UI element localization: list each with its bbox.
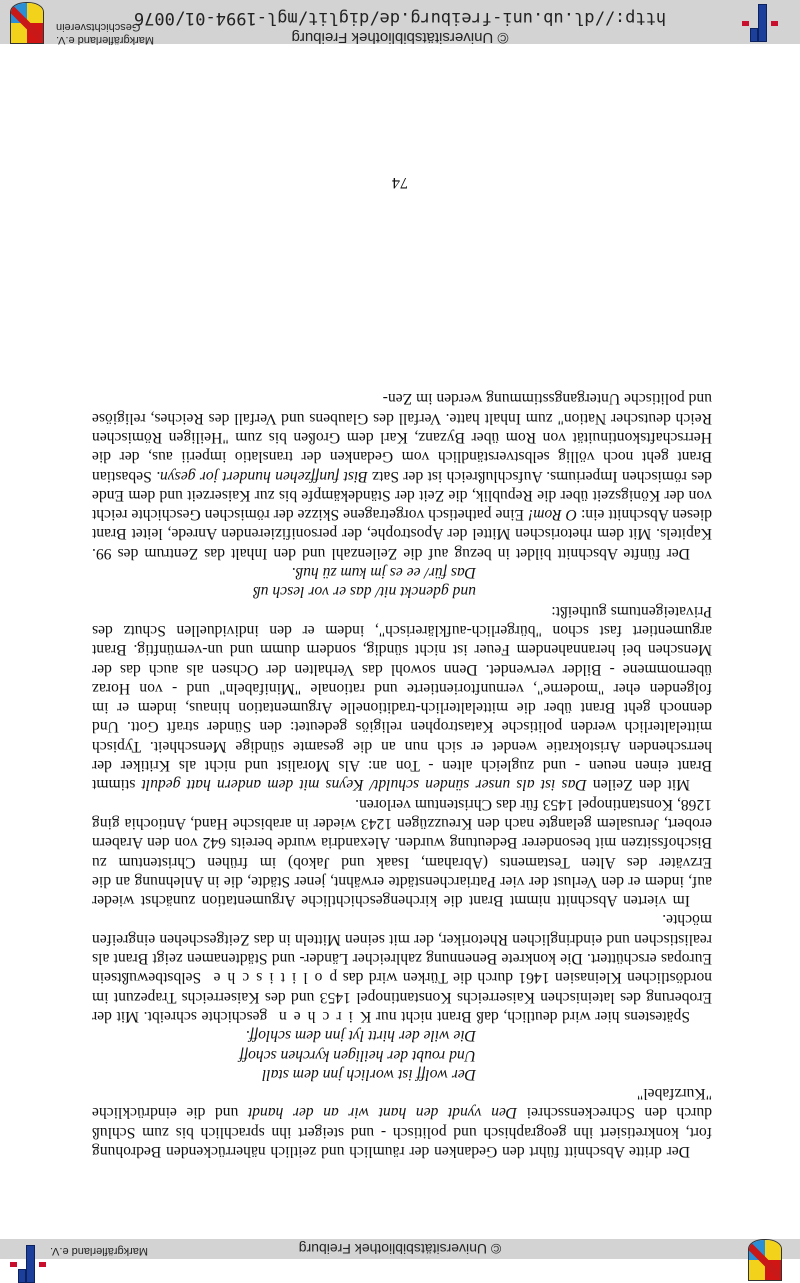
paragraph-3: Im vierten Abschnitt nimmt Brant die kirchengeschichtliche Argumentation zunächst wieder auf, indem er den Verlust der vier Patriarchenstädte erwähnt, jener Städte, die in Anlehnung an die Erzväter des Alten Testaments (Abraham, Isaak und Jakob) im frühen Christentum zu Bischofssitzen mit besonderer Bedeutung wurden. Alexandria wurde bereits 642 von den Arabern erobert, Jerusalem gelangte nach den Kreuzzügen 1243 wieder in arabische Hand, Antiochia ging 1268, Konstantinopel 1453 für das Christentum verloren. <box>92 795 712 910</box>
page-number: 74 <box>392 174 408 191</box>
quote-inline: Bist funffzehen hundert jor gesyn. <box>156 467 368 485</box>
paragraph-2: Spätestens hier wird deutlich, daß Brant nicht nur Kirchen geschichte schreibt. Mit der Eroberung des lateinischen Kaiserreichs Konstantinopel 1453 und des Kaiserreichs Trapezunt im nordöstlichen Kleinasien 1461 durch die Türken wird das politische Selbstbewußtsein Europas erschüttert. Die konkrete Benennung zahlreicher Länder- und Städtenamen zeigt Brant als realistischen und eindringlichen Rhetoriker, der mit seinen Mitteln in das Zeitgeschehen eingreifen möchte. <box>91 911 712 1025</box>
viewer-footer-bar <box>0 0 800 44</box>
verse-line: Und roubt der heiligen kyrchen schoff <box>239 1046 476 1064</box>
emphasis-spaced: politische <box>206 969 338 987</box>
header-copyright: © Universitätsbibliothek Freiburg <box>298 1241 502 1257</box>
quote-inline: O Rom! <box>528 506 578 524</box>
paragraph-4: Mit den Zeilen Das ist als unser sünden schuldt/ Keyns mit dem andern hatt gedult stimmt Brant einen neuen - und zugleich alten - Ton an: Als Moralist und nicht als Kritiker der herrschenden Aristokratie wendet er sich nun an die gesamte sündige Menschheit. Typisch mittelalterlich werden politische Katastrophen religiös gedeutet: den Sünder straft Gott. Und dennoch geht Brant über die mittelalterlich-traditionelle Argumentation hinaus, indem er im folgenden eher "moderne", vernunftorientierte und rationale "Minifabeln" und - von Horaz übernommene - Bilder verwendet. Denn sowohl das Verhalten der Ochsen als auch das der Menschen bei herannahendem Feuer ist nicht sündig, sondern dumm und un-vernünftig. Brant argumentiert fast schon "bürgerlich-aufklärerisch", indem er den individuellen Schutz des Privateigentums gutheißt: <box>92 602 712 794</box>
emphasis-spaced: Kirchen <box>271 1007 372 1025</box>
footer-association: Markgräflerland e.V. Geschichtsverein <box>56 21 155 46</box>
geschichtsverein-crest-icon <box>10 2 44 44</box>
quote-inline: Das ist als unser sünden schuldt/ Keyns mit dem andern hatt gedult <box>141 776 587 794</box>
viewer-header-bar <box>0 1239 800 1259</box>
paragraph-1: Der dritte Abschnitt führt den Gedanken der räumlich und zeitlich näherrückenden Bedrohung fort, konkretisiert ihn geographisch und politisch - und steigert ihn sprachlich bis zum Schluß durch den Schreckensschrei Den vyndt den hant wir an der handt und die eindrückliche "Kurzfabel" <box>92 1085 712 1160</box>
header-association: Markgräflerland e.V. <box>50 1245 149 1257</box>
verse-line: Das für/ ee es jm kum zü huß. <box>291 564 476 582</box>
verse-line: und gdenckt nit/ das er vor lesch uß <box>252 583 476 601</box>
footer-copyright: © Universitätsbibliothek Freiburg <box>291 29 509 46</box>
document-page <box>92 389 712 1161</box>
paragraph-5: Der fünfte Abschnitt bildet in bezug auf die Zeilenzahl und den Inhalt das Zentrum des 99. Kapitels. Mit dem rhetorischen Mittel der Apostrophe, der personifizierenden Anrede, leitet Brant diesen Abschnitt ein: O Rom! Eine pathetisch vorgetragene Skizze der römischen Geschichte reicht von der Königszeit über die Republik, die Zeit der Ständekämpfe bis zur Kaiserzeit und dem Ende des römischen Imperiums. Aufschlußreich ist der Satz Bist funffzehen hundert jor gesyn. Sebastian Brant geht noch völlig selbstverständlich vom Gedanken der translatio imperii aus, der die Herrschaftskontinuität von Rom über Byzanz, Karl dem Großen bis zum "Heiligen Römischen Reich deutscher Nation" zum Inhalt hatte. Verfall des Glaubens und Verfall des Reiches, religiöse und politische Untergangsstimmung werden im Zen- <box>91 390 712 562</box>
permalink-url[interactable]: http://dl.ub.uni-freiburg.de/diglit/mgl-1994-01/0076 <box>133 8 667 28</box>
verse-line: Die wile der hirtt lyt jnn dem schloff. <box>245 1027 476 1045</box>
ub-freiburg-logo-icon <box>10 1239 50 1283</box>
quote-inline: Den vyndt den hant wir an der handt <box>247 1104 518 1122</box>
verse-line: Der wolff ist worlich jnn dem stall <box>262 1065 476 1083</box>
